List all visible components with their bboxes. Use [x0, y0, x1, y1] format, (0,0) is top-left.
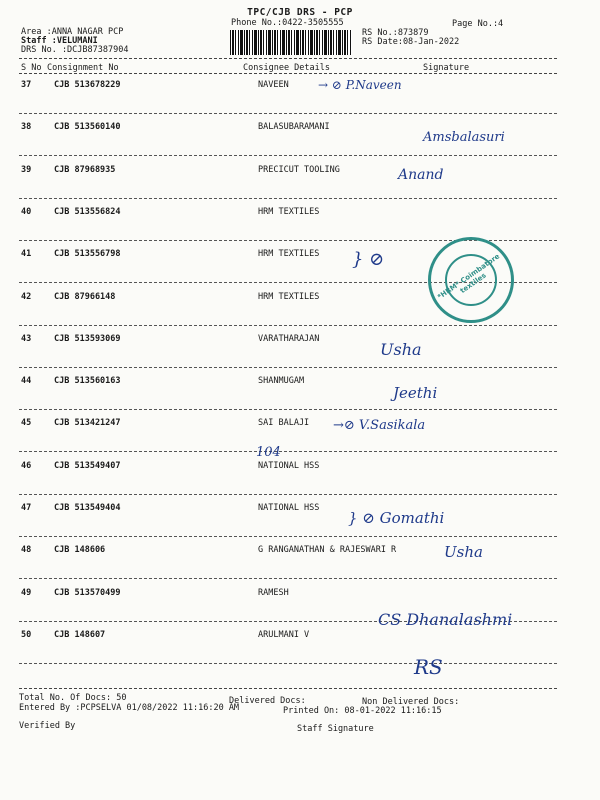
row-sno: 37: [21, 80, 32, 90]
rs-date: RS Date:08-Jan-2022: [362, 37, 460, 47]
row-signature: } ⊘ Gomathi: [348, 509, 445, 527]
total-docs: Total No. Of Docs: 50: [19, 693, 127, 703]
row-separator: [19, 198, 557, 199]
row-consignment-no: CJB 513570499: [54, 588, 121, 598]
row-signature: Anand: [398, 167, 444, 183]
row-consignment-no: CJB 148606: [54, 545, 106, 555]
row-sno: 48: [21, 545, 32, 555]
column-header-consignment: Consignment No: [47, 63, 119, 73]
entered-by: Entered By :PCPSELVA 01/08/2022 11:16:20 AM: [19, 703, 240, 713]
row-consignee: HRM TEXTILES: [258, 249, 320, 259]
row-signature: Amsbalasuri: [423, 130, 505, 145]
row-signature: Usha: [380, 340, 422, 359]
row-signature: Usha: [444, 543, 483, 561]
row-consignment-no: CJB 87968935: [54, 165, 116, 175]
staff-label: Staff :VELUMANI: [21, 36, 98, 46]
row-signature: Jeethi: [393, 384, 438, 402]
row-signature: } ⊘: [352, 249, 385, 270]
row-sno: 49: [21, 588, 32, 598]
row-separator: [19, 367, 557, 368]
column-header-signature: Signature: [423, 63, 470, 73]
row-consignee: SHANMUGAM: [258, 376, 305, 386]
row-consignment-no: CJB 513421247: [54, 418, 121, 428]
row-separator: [19, 155, 557, 156]
printed-on: Printed On: 08-01-2022 11:16:15: [283, 706, 442, 716]
row-consignee: NATIONAL HSS: [258, 461, 320, 471]
company-stamp: [428, 237, 514, 323]
row-consignment-no: CJB 513678229: [54, 80, 121, 90]
row-sno: 41: [21, 249, 32, 259]
row-sno: 43: [21, 334, 32, 344]
row-consignment-no: CJB 513549404: [54, 503, 121, 513]
row-consignment-no: CJB 513593069: [54, 334, 121, 344]
staff-signature-label: Staff Signature: [297, 724, 374, 734]
footer-rule: [19, 688, 557, 689]
row-consignee: HRM TEXTILES: [258, 207, 320, 217]
row-consignee: PRECICUT TOOLING: [258, 165, 340, 175]
row-consignee: SAI BALAJI: [258, 418, 310, 428]
delivered-docs: Delivered Docs:: [229, 696, 306, 706]
non-delivered-docs: Non Delivered Docs:: [362, 697, 460, 707]
header-rule-top: [19, 58, 557, 59]
row-separator: [19, 325, 557, 326]
row-signature: CS Dhanalashmi: [378, 610, 513, 629]
column-header-sno: S No: [21, 63, 42, 73]
row-sno: 39: [21, 165, 32, 175]
row-sno: 42: [21, 292, 32, 302]
rs-number: RS No.:873879: [362, 28, 429, 38]
row-consignee: NATIONAL HSS: [258, 503, 320, 513]
row-consignment-no: CJB 513549407: [54, 461, 121, 471]
row-sno: 47: [21, 503, 32, 513]
row-separator: [19, 451, 557, 452]
row-consignment-no: CJB 87966148: [54, 292, 116, 302]
handwritten-note-104: 104: [256, 445, 281, 460]
row-separator: [19, 663, 557, 664]
column-header-consignee: Consignee Details: [243, 63, 330, 73]
row-separator: [19, 536, 557, 537]
header-rule-bottom: [19, 73, 557, 74]
verified-by: Verified By: [19, 721, 76, 731]
row-sno: 50: [21, 630, 32, 640]
row-consignee: BALASUBARAMANI: [258, 122, 330, 132]
document-title: TPC/CJB DRS - PCP: [247, 7, 353, 18]
page-number: Page No.:4: [452, 19, 504, 29]
row-separator: [19, 113, 557, 114]
row-consignment-no: CJB 513560163: [54, 376, 121, 386]
row-sno: 40: [21, 207, 32, 217]
row-separator: [19, 409, 557, 410]
barcode: [230, 30, 352, 55]
row-consignee: HRM TEXTILES: [258, 292, 320, 302]
row-consignee: RAMESH: [258, 588, 289, 598]
row-consignee: NAVEEN: [258, 80, 289, 90]
row-consignee: VARATHARAJAN: [258, 334, 320, 344]
row-consignment-no: CJB 148607: [54, 630, 106, 640]
row-consignment-no: CJB 513560140: [54, 122, 121, 132]
row-sno: 44: [21, 376, 32, 386]
row-consignment-no: CJB 513556824: [54, 207, 121, 217]
row-sno: 45: [21, 418, 32, 428]
row-separator: [19, 494, 557, 495]
phone-number: Phone No.:0422-3505555: [231, 18, 344, 28]
handwritten-mark-row50: RS: [414, 655, 443, 679]
row-consignment-no: CJB 513556798: [54, 249, 121, 259]
drs-number: DRS No. :DCJB87387904: [21, 45, 129, 55]
stamp-text: *HRM* Coimbatore textiles: [436, 252, 502, 302]
row-separator: [19, 578, 557, 579]
row-consignee: ARULMANI V: [258, 630, 310, 640]
row-signature: → ⊘ P.Naveen: [318, 78, 402, 92]
row-sno: 38: [21, 122, 32, 132]
row-signature: →⊘ V.Sasikala: [333, 418, 426, 433]
row-consignee: G RANGANATHAN & RAJESWARI R: [258, 545, 397, 555]
row-sno: 46: [21, 461, 32, 471]
area-label: Area :ANNA NAGAR PCP: [21, 27, 124, 37]
